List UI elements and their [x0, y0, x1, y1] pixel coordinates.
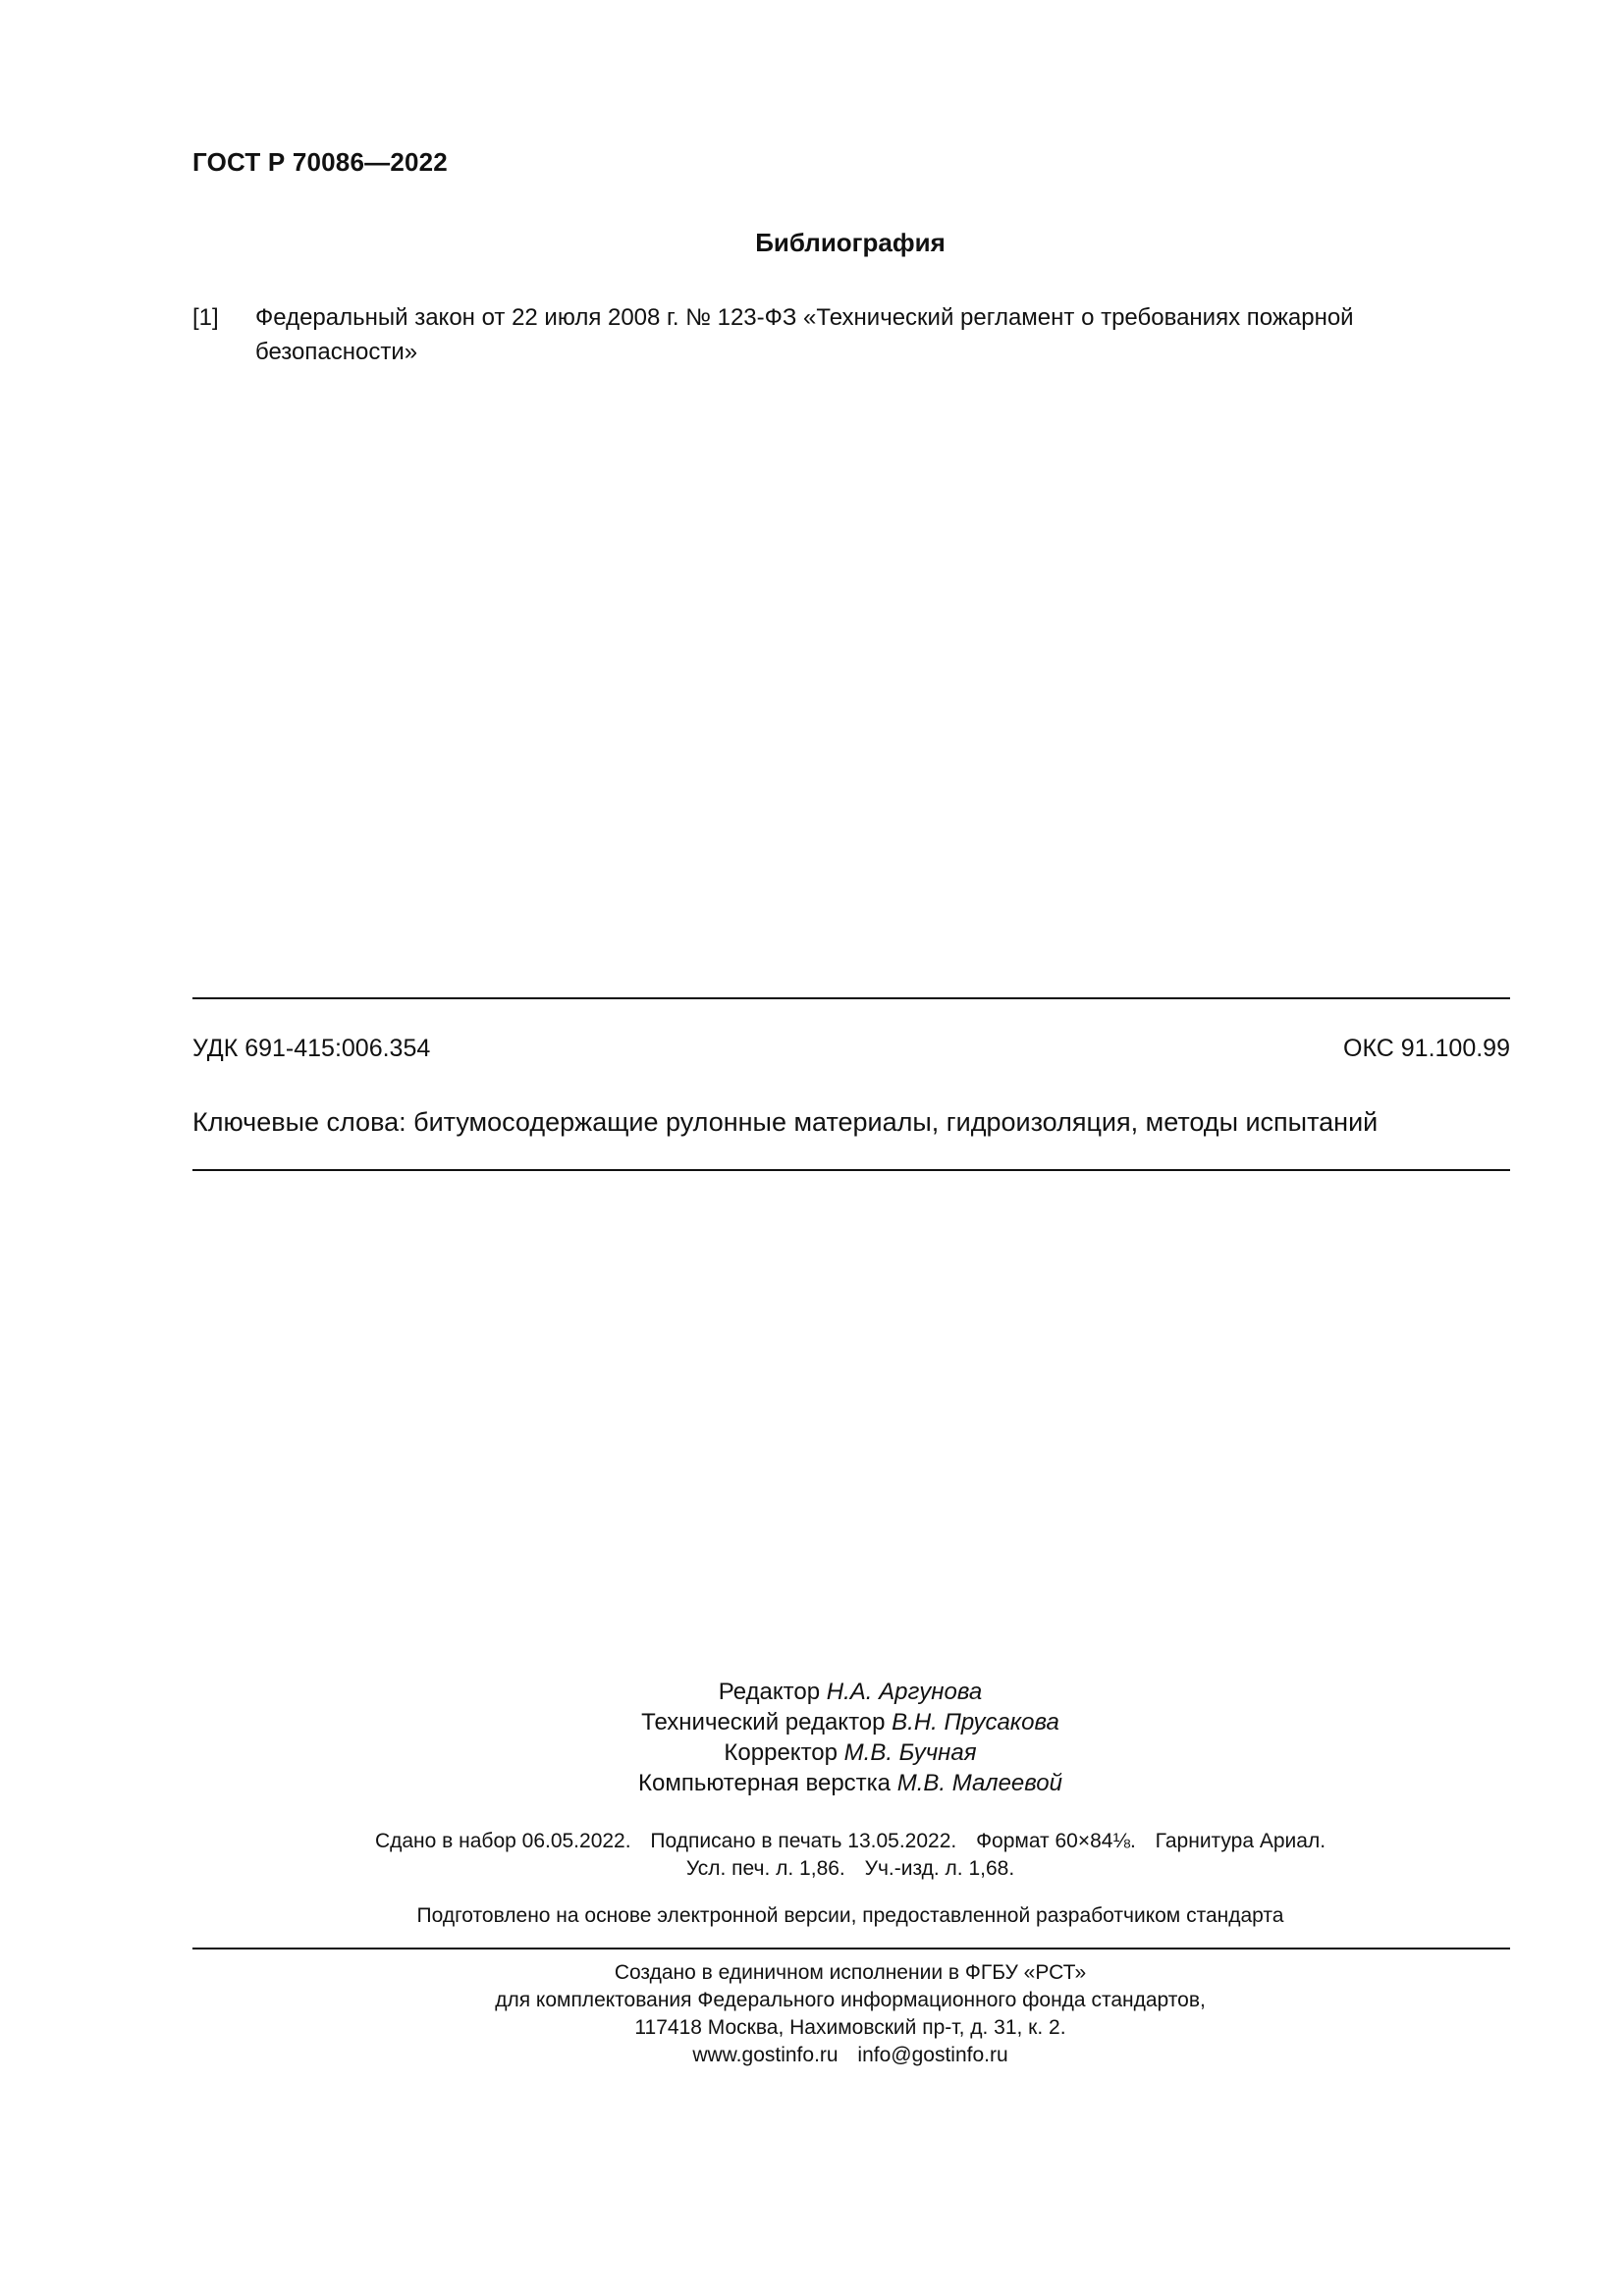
keywords: Ключевые слова: битумосодержащие рулонные материалы, гидроизоляция, методы испытаний	[192, 1107, 1379, 1137]
bibliography-title: Библиография	[755, 228, 946, 257]
credit-tech-editor	[0, 1707, 1624, 1737]
publisher-line-1: Создано в единичном исполнении в ФГБУ «РСТ»	[614, 1961, 1087, 1984]
oks-code: ОКС 91.100.99	[1343, 1035, 1510, 1062]
publisher-contacts	[0, 2042, 1624, 2069]
divider-bottom	[192, 1169, 1510, 1171]
print-info-line-2	[0, 1855, 1624, 1883]
credit-proofreader	[0, 1737, 1624, 1768]
print-info-line-1	[0, 1828, 1624, 1855]
credit-name: М.В. Бучная	[843, 1739, 977, 1766]
divider-publisher	[192, 1948, 1510, 1949]
paper-format: Формат 60×84⅛.	[976, 1830, 1136, 1852]
credit-layout	[0, 1768, 1624, 1798]
credit-name: В.Н. Прусакова	[892, 1709, 1059, 1735]
submitted-date: Сдано в набор 06.05.2022.	[374, 1830, 631, 1852]
print-info	[0, 1828, 1624, 1883]
document-code: ГОСТ Р 70086—2022	[192, 147, 448, 177]
publication-sheets: Уч.-изд. л. 1,68.	[864, 1857, 1015, 1880]
signed-date: Подписано в печать 13.05.2022.	[650, 1830, 957, 1852]
credit-role: Технический редактор	[641, 1709, 886, 1735]
prepared-note: Подготовлено на основе электронной версии, предоставленной разработчиком стандарта	[416, 1904, 1284, 1927]
credit-editor	[0, 1677, 1624, 1707]
typeface: Гарнитура Ариал.	[1155, 1830, 1326, 1852]
email-link[interactable]: info@gostinfo.ru	[857, 2044, 1008, 2066]
credit-role: Редактор	[718, 1679, 821, 1705]
credit-role: Корректор	[724, 1739, 838, 1766]
credits-block	[0, 1677, 1624, 1798]
publisher-line-2: для комплектования Федерального информационного фонда стандартов,	[495, 1989, 1206, 2011]
credit-name: Н.А. Аргунова	[826, 1679, 983, 1705]
bibliography-entry-number: [1]	[192, 304, 219, 331]
credit-name: М.В. Малеевой	[896, 1770, 1062, 1796]
udc-code: УДК 691-415:006.354	[192, 1035, 431, 1062]
bibliography-entry-text: Федеральный закон от 22 июля 2008 г. № 123-ФЗ «Технический регламент о требованиях пожарной безопасности»	[255, 304, 1354, 365]
publisher-address: 117418 Москва, Нахимовский пр-т, д. 31, к. 2.	[634, 2016, 1066, 2039]
print-sheets: Усл. печ. л. 1,86.	[685, 1857, 845, 1880]
divider-top	[192, 997, 1510, 999]
credit-role: Компьютерная верстка	[638, 1770, 892, 1796]
website-link[interactable]: www.gostinfo.ru	[692, 2044, 839, 2066]
publisher-block	[0, 1959, 1624, 2069]
